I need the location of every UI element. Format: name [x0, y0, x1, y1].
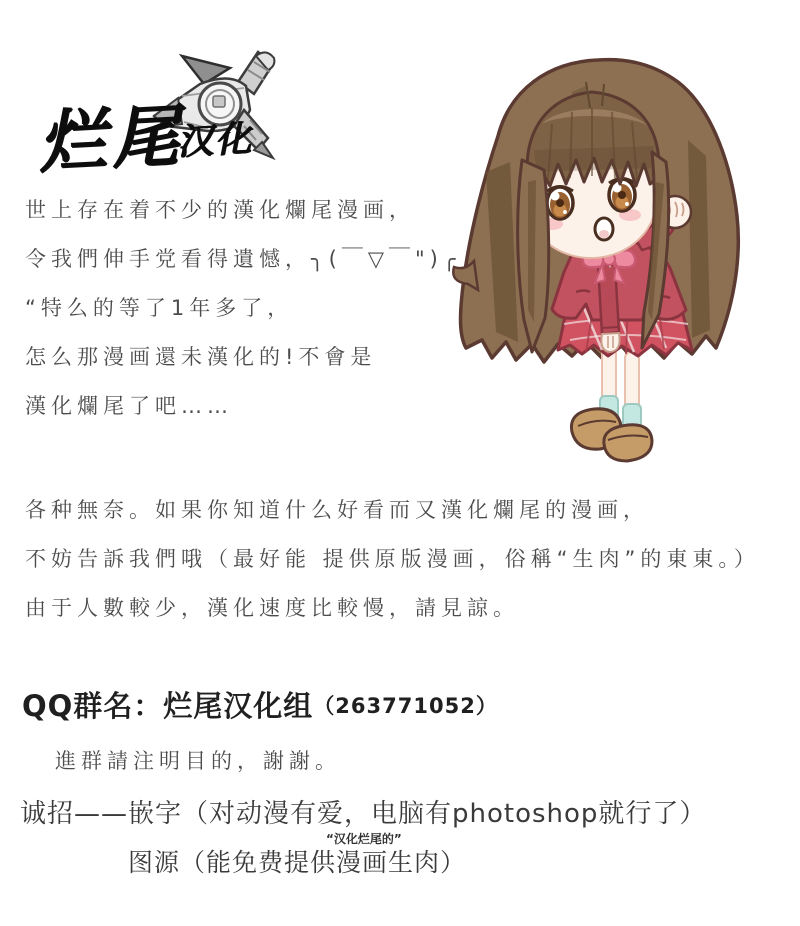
recruit-annotated-word [326, 832, 402, 879]
request-line-3: 由于人數較少，漢化速度比較慢，請見諒。 [25, 596, 519, 620]
logo-title-sub: 汉化 [175, 118, 254, 164]
intro-line-2: 令我們伸手党看得遺憾，╮(￣▽￣")╭ [25, 247, 461, 271]
qq-group-name: QQ群名：烂尾汉化组 [22, 689, 314, 723]
request-line-2: 不妨告訴我們哦（最好能 提供原版漫画，俗稱“生肉”的東東。） [25, 547, 760, 571]
recruit-source-word: 漫画 [336, 848, 389, 877]
intro-line-4: 怎么那漫画還未漢化的!不會是 [25, 345, 377, 369]
intro-line-1: 世上存在着不少的漢化爛尾漫画， [25, 198, 415, 222]
intro-line-5: 漢化爛尾了吧…… [25, 394, 233, 418]
recruit-source-line [128, 832, 467, 879]
recruit-source-prefix: 图源（能免费提供 [128, 848, 337, 877]
mascot-chibi-girl-illustration [452, 52, 744, 474]
recruit-source-suffix: 生肉） [388, 848, 467, 877]
intro-paragraph [25, 186, 460, 431]
qq-group-number: （263771052） [313, 694, 498, 718]
request-line-1: 各种無奈。如果你知道什么好看而又漢化爛尾的漫画， [25, 498, 649, 522]
logo-title-main: 烂尾 [36, 96, 187, 182]
logo-title [36, 78, 263, 185]
recruit-source-annotation: “汉化烂尾的” [326, 832, 402, 846]
qq-group-line [22, 684, 498, 725]
intro-line-3: “特么的等了1年多了， [25, 296, 294, 320]
request-paragraph [25, 486, 760, 633]
qq-join-note: 進群請注明目的，謝謝。 [55, 749, 341, 773]
recruit-typesetter-line: 诚招——嵌字（对动漫有爱，电脑有photoshop就行了） [20, 799, 707, 829]
